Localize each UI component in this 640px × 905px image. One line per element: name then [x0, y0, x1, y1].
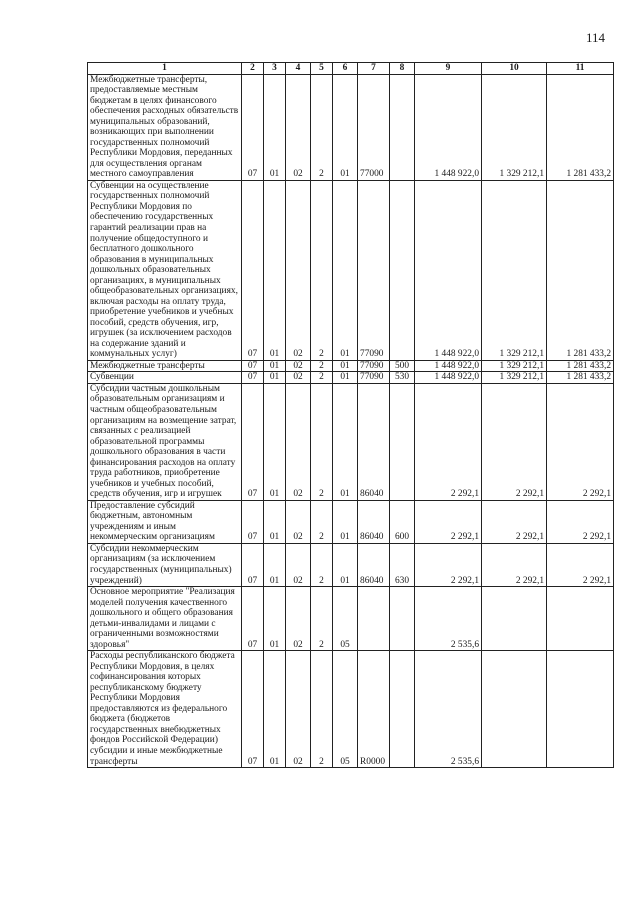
header-cell: 8	[390, 63, 415, 75]
cell-amount-col10	[482, 587, 547, 651]
table-row	[88, 180, 614, 360]
cell-direction: 86040	[358, 543, 390, 586]
header-cell: 10	[482, 63, 547, 75]
cell-amount-col9: 2 535,6	[415, 651, 482, 768]
cell-activity: 01	[333, 383, 358, 500]
cell-subprogram: 2	[311, 587, 333, 651]
cell-amount-col10: 1 329 212,1	[482, 180, 547, 360]
cell-amount-col10: 1 329 212,1	[482, 74, 547, 180]
row-name: Субвенции	[88, 372, 242, 384]
cell-amount-col9: 2 535,6	[415, 587, 482, 651]
row-name: Межбюджетные трансферты, предоставляемые местным бюджетам в целях финансового обеспечения расходных обязательств муниципальных образований, возникающих при выполнении государственных полномочий Республики Мордовия, переданных для осуществления органам местного самоуправления	[88, 74, 242, 180]
cell-amount-col11: 2 292,1	[547, 500, 614, 543]
cell-amount-col11: 1 281 433,2	[547, 180, 614, 360]
cell-activity: 05	[333, 587, 358, 651]
cell-subsection: 01	[264, 180, 286, 360]
row-name: Расходы республиканского бюджета Республики Мордовия, в целях софинансирования которых республиканскому бюджету Республики Мордовия предоставляются из федерального бюджета (бюджетов государственных внебюджетных фондов Российской Федерации) субсидии и иные межбюджетные трансферты	[88, 651, 242, 768]
cell-subprogram: 2	[311, 500, 333, 543]
cell-activity: 01	[333, 372, 358, 384]
cell-amount-col9: 2 292,1	[415, 500, 482, 543]
row-name: Предоставление субсидий бюджетным, автономным учреждениям и иным некоммерческим организациям	[88, 500, 242, 543]
header-row	[88, 63, 614, 75]
cell-subprogram: 2	[311, 372, 333, 384]
cell-program: 02	[286, 360, 311, 372]
cell-amount-col9: 1 448 922,0	[415, 372, 482, 384]
cell-subsection: 01	[264, 383, 286, 500]
cell-program: 02	[286, 651, 311, 768]
cell-subprogram: 2	[311, 383, 333, 500]
cell-subsection: 01	[264, 74, 286, 180]
cell-amount-col11: 1 281 433,2	[547, 360, 614, 372]
cell-amount-col11	[547, 651, 614, 768]
cell-section: 07	[242, 543, 264, 586]
budget-table	[87, 62, 614, 768]
cell-amount-col11: 2 292,1	[547, 383, 614, 500]
cell-amount-col11: 2 292,1	[547, 543, 614, 586]
row-name: Субсидии некоммерческим организациям (за исключением государственных (муниципальных) учреждений)	[88, 543, 242, 586]
cell-subsection: 01	[264, 587, 286, 651]
cell-amount-col10: 1 329 212,1	[482, 360, 547, 372]
cell-section: 07	[242, 587, 264, 651]
header-cell: 2	[242, 63, 264, 75]
cell-direction: 86040	[358, 500, 390, 543]
cell-subsection: 01	[264, 360, 286, 372]
cell-section: 07	[242, 372, 264, 384]
row-name: Субсидии частным дошкольным образовательным организациям и частным общеобразовательным организациям на возмещение затрат, связанных с реализацией образовательной программы дошкольного образования в части финансирования расходов на оплату труда работников, приобретение учебников и учебных пособий, средств обучения, игр и игрушек	[88, 383, 242, 500]
header-cell: 11	[547, 63, 614, 75]
cell-expense-type: 530	[390, 372, 415, 384]
cell-direction: 77090	[358, 360, 390, 372]
cell-direction	[358, 587, 390, 651]
cell-activity: 01	[333, 543, 358, 586]
cell-amount-col9: 1 448 922,0	[415, 74, 482, 180]
table-row	[88, 543, 614, 586]
cell-program: 02	[286, 372, 311, 384]
cell-expense-type	[390, 651, 415, 768]
header-cell: 4	[286, 63, 311, 75]
cell-section: 07	[242, 180, 264, 360]
cell-subprogram: 2	[311, 360, 333, 372]
cell-section: 07	[242, 74, 264, 180]
cell-expense-type: 630	[390, 543, 415, 586]
cell-activity: 01	[333, 360, 358, 372]
cell-subsection: 01	[264, 500, 286, 543]
cell-expense-type: 600	[390, 500, 415, 543]
cell-amount-col10: 2 292,1	[482, 500, 547, 543]
cell-section: 07	[242, 651, 264, 768]
cell-amount-col11: 1 281 433,2	[547, 372, 614, 384]
cell-expense-type	[390, 587, 415, 651]
cell-expense-type	[390, 383, 415, 500]
cell-subprogram: 2	[311, 74, 333, 180]
cell-program: 02	[286, 180, 311, 360]
cell-direction: 77090	[358, 372, 390, 384]
table-row	[88, 651, 614, 768]
header-cell: 9	[415, 63, 482, 75]
cell-amount-col10	[482, 651, 547, 768]
row-name: Основное мероприятие "Реализация моделей получения качественного дошкольного и общего образования детьми-инвалидами и лицами с ограниченными возможностями здоровья"	[88, 587, 242, 651]
cell-program: 02	[286, 383, 311, 500]
cell-amount-col9: 1 448 922,0	[415, 360, 482, 372]
cell-subsection: 01	[264, 651, 286, 768]
cell-activity: 01	[333, 74, 358, 180]
cell-amount-col10: 1 329 212,1	[482, 372, 547, 384]
table-row	[88, 383, 614, 500]
cell-direction: 77090	[358, 180, 390, 360]
table-row	[88, 500, 614, 543]
cell-direction: 86040	[358, 383, 390, 500]
table-row	[88, 74, 614, 180]
cell-amount-col10: 2 292,1	[482, 543, 547, 586]
cell-amount-col11	[547, 587, 614, 651]
page-number: 114	[586, 30, 606, 45]
row-name: Межбюджетные трансферты	[88, 360, 242, 372]
cell-direction: R0000	[358, 651, 390, 768]
header-cell: 5	[311, 63, 333, 75]
cell-activity: 01	[333, 500, 358, 543]
cell-program: 02	[286, 543, 311, 586]
header-cell: 7	[358, 63, 390, 75]
header-cell: 1	[88, 63, 242, 75]
cell-amount-col9: 1 448 922,0	[415, 180, 482, 360]
cell-activity: 05	[333, 651, 358, 768]
table-row	[88, 372, 614, 384]
header-cell: 3	[264, 63, 286, 75]
cell-amount-col9: 2 292,1	[415, 383, 482, 500]
cell-subprogram: 2	[311, 543, 333, 586]
cell-activity: 01	[333, 180, 358, 360]
table-row	[88, 587, 614, 651]
cell-amount-col10: 2 292,1	[482, 383, 547, 500]
cell-section: 07	[242, 500, 264, 543]
cell-direction: 77000	[358, 74, 390, 180]
cell-expense-type	[390, 74, 415, 180]
row-name: Субвенции на осуществление государственных полномочий Республики Мордовия по обеспечению государственных гарантий реализации прав на получение общедоступного и бесплатного дошкольного образования в муниципальных дошкольных образовательных организациях, в муниципальных общеобразовательных организациях, включая расходы на оплату труда, приобретение учебников и учебных пособий, средств обучения, игр, игрушек (за исключением расходов на содержание зданий и коммунальных услуг)	[88, 180, 242, 360]
cell-program: 02	[286, 500, 311, 543]
cell-program: 02	[286, 74, 311, 180]
cell-amount-col11: 1 281 433,2	[547, 74, 614, 180]
cell-section: 07	[242, 383, 264, 500]
cell-amount-col9: 2 292,1	[415, 543, 482, 586]
cell-expense-type: 500	[390, 360, 415, 372]
table-row	[88, 360, 614, 372]
cell-expense-type	[390, 180, 415, 360]
cell-section: 07	[242, 360, 264, 372]
cell-subsection: 01	[264, 372, 286, 384]
header-cell: 6	[333, 63, 358, 75]
cell-program: 02	[286, 587, 311, 651]
cell-subprogram: 2	[311, 651, 333, 768]
cell-subsection: 01	[264, 543, 286, 586]
cell-subprogram: 2	[311, 180, 333, 360]
